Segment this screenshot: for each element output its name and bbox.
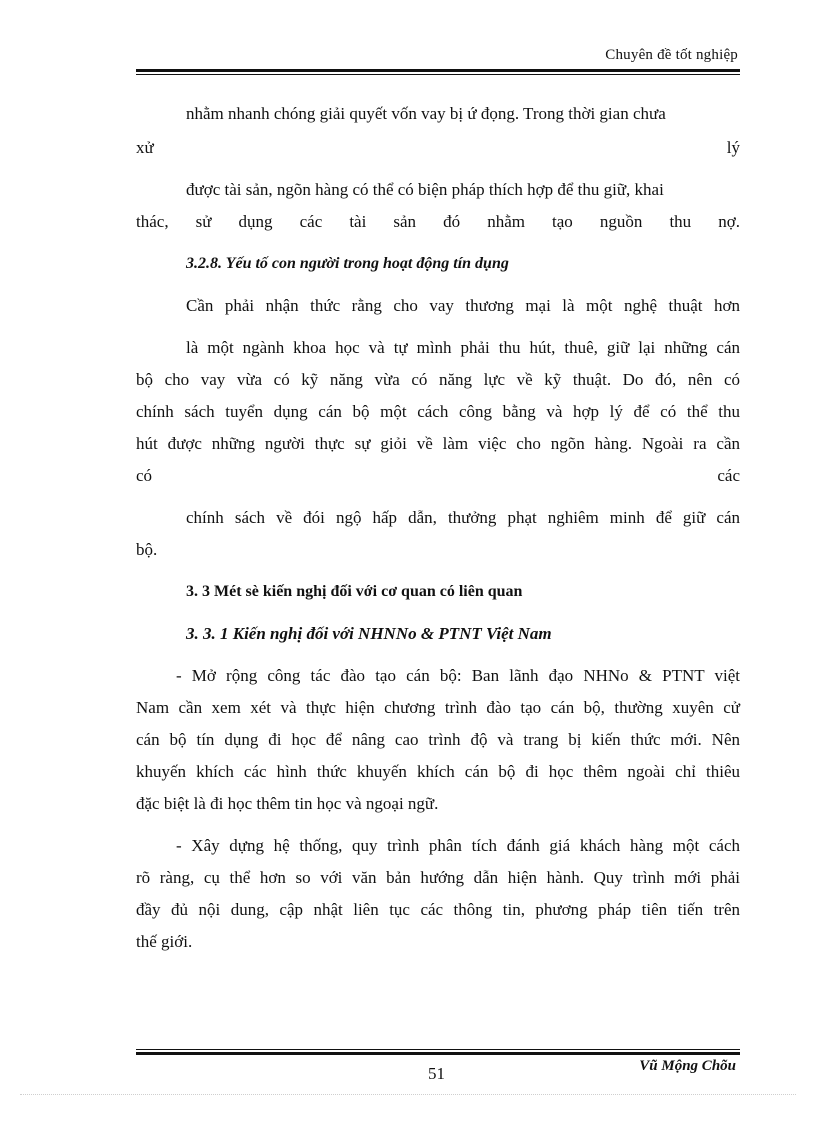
text-line: là một ngành khoa học và tự mình phải thu hút, thuê, giữ lại những cán — [186, 338, 740, 357]
text-line: nhằm nhanh chóng giải quyết vốn vay bị ứ đọng. Trong thời gian chưa — [186, 104, 666, 123]
text-line: được tài sản, ngõn hàng có thể có biện pháp thích hợp để thu giữ, khai — [186, 180, 664, 199]
section-heading: 3. 3 Mét sè kiến nghị đối với cơ quan có liên quan — [186, 583, 523, 600]
text-line: đặc biệt là đi học thêm tin học và ngoại ngữ. — [136, 794, 439, 813]
text-line: cán bộ tín dụng đi học để nâng cao trình độ và trang bị kiến thức mới. Nên — [136, 730, 740, 749]
text-line: khuyến khích các hình thức khuyến khích cán bộ đi học thêm ngoài chỉ thiêu — [136, 762, 740, 781]
text-line: rõ ràng, cụ thể hơn so với văn bản hướng dẫn hiện hành. Quy trình mới phải — [136, 868, 740, 887]
page-edge-divider — [20, 1094, 796, 1095]
author-name: Vũ Mộng Chõu — [639, 1058, 736, 1074]
text-line: chính sách tuyển dụng cán bộ một cách công bằng và hợp lý để có thể thu — [136, 402, 740, 421]
section-heading: 3.2.8. Yếu tố con người trong hoạt động tín dụng — [186, 255, 509, 272]
text-line: chính sách về đói ngộ hấp dẫn, thưởng phạt nghiêm minh để giữ cán — [186, 508, 740, 527]
header-rule — [136, 69, 740, 75]
text-line: bộ cho vay vừa có kỹ năng vừa có năng lực về kỹ thuật. Do đó, nên có — [136, 370, 740, 389]
page-header-title: Chuyên đề tốt nghiệp — [605, 47, 738, 63]
text-line: - Mở rộng công tác đào tạo cán bộ: Ban lãnh đạo NHNo & PTNT việt — [176, 666, 740, 685]
text-line: thác, sử dụng các tài sản đó nhằm tạo nguồn thu nợ. — [136, 212, 740, 231]
text-line: xử lý — [136, 138, 740, 157]
page-number: 51 — [428, 1064, 445, 1083]
text-line: Nam cần xem xét và thực hiện chương trình đào tạo cán bộ, thường xuyên cử — [136, 698, 740, 717]
text-line: hút được những người thực sự giỏi về làm việc cho ngõn hàng. Ngoài ra cần — [136, 434, 740, 453]
footer-rule — [136, 1049, 740, 1055]
text-line: Cần phải nhận thức rằng cho vay thương mại là một nghệ thuật hơn — [186, 296, 740, 315]
text-line: có các — [136, 466, 740, 485]
subsection-heading: 3. 3. 1 Kiến nghị đối với NHNNo & PTNT Việt Nam — [186, 624, 552, 643]
text-line: thế giới. — [136, 932, 193, 951]
text-line: bộ. — [136, 540, 158, 559]
text-line: - Xây dựng hệ thống, quy trình phân tích đánh giá khách hàng một cách — [176, 836, 740, 855]
text-line: đầy đủ nội dung, cập nhật liên tục các thông tin, phương pháp tiên tiến trên — [136, 900, 740, 919]
